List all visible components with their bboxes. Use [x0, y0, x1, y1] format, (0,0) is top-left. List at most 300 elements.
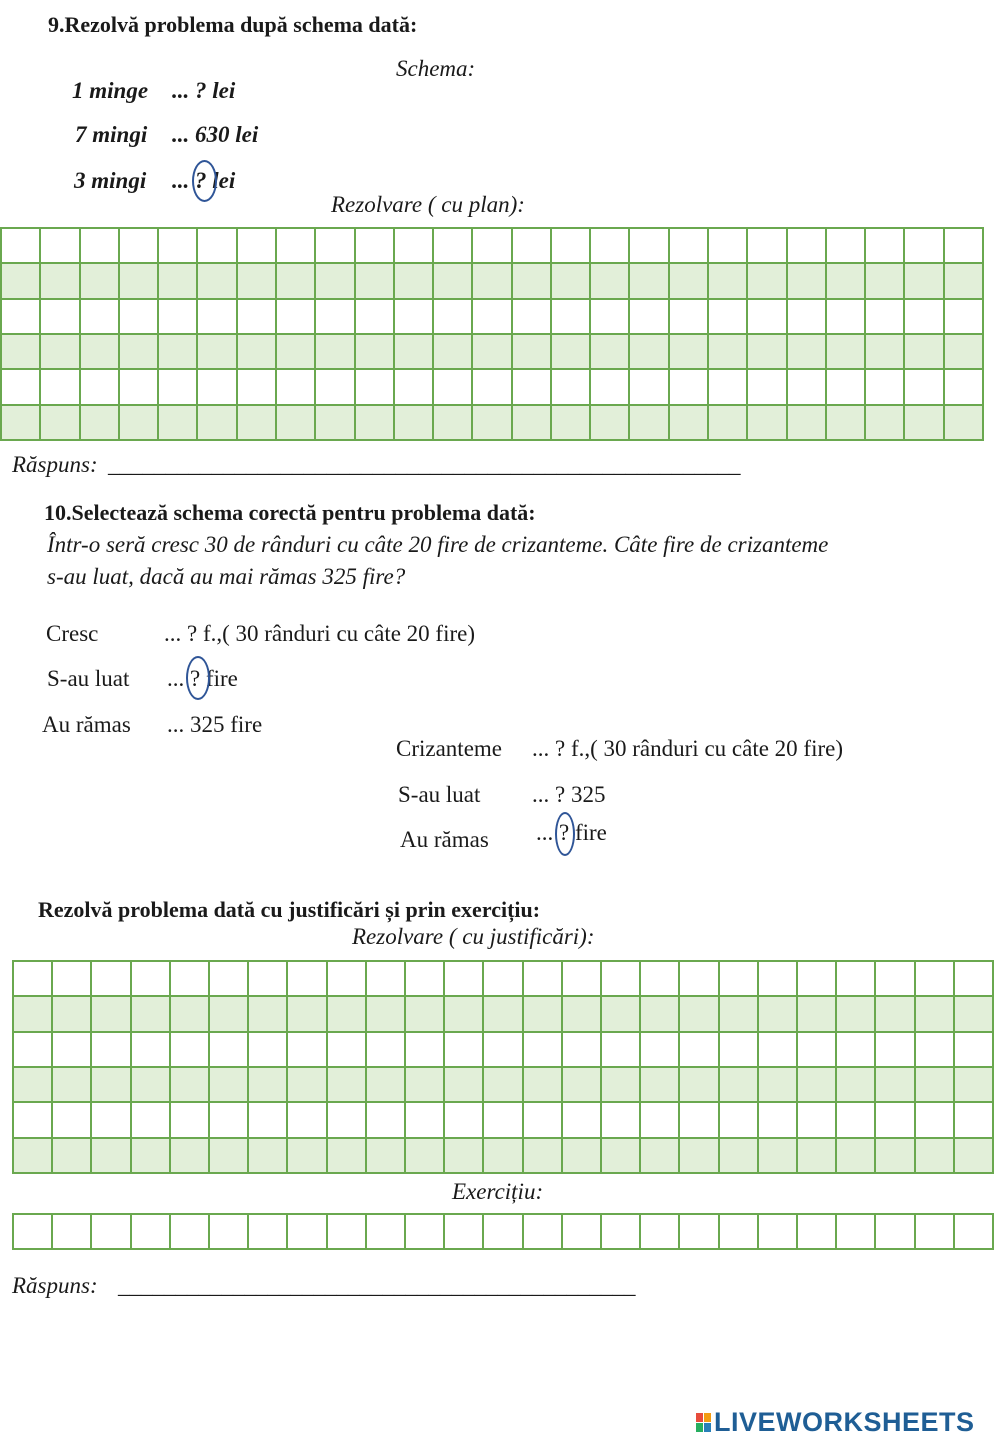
grid-cell[interactable]: [159, 370, 198, 405]
grid-cell[interactable]: [552, 300, 591, 335]
grid-cell[interactable]: [406, 1215, 445, 1250]
grid-cell[interactable]: [92, 997, 131, 1032]
grid-cell[interactable]: [238, 300, 277, 335]
grid-cell[interactable]: [328, 1068, 367, 1103]
grid-cell[interactable]: [159, 335, 198, 370]
grid-cell[interactable]: [92, 1215, 131, 1250]
grid-cell[interactable]: [591, 335, 630, 370]
grid-cell[interactable]: [473, 300, 512, 335]
grid-cell[interactable]: [670, 406, 709, 441]
grid-cell[interactable]: [788, 406, 827, 441]
grid-cell[interactable]: [41, 406, 80, 441]
grid-cell[interactable]: [81, 406, 120, 441]
grid-cell[interactable]: [552, 370, 591, 405]
grid-cell[interactable]: [552, 264, 591, 299]
grid-cell[interactable]: [916, 1033, 955, 1068]
grid-cell[interactable]: [680, 1139, 719, 1174]
grid-cell[interactable]: [955, 1139, 994, 1174]
grid-cell[interactable]: [238, 229, 277, 264]
grid-cell[interactable]: [316, 406, 355, 441]
grid-cell[interactable]: [591, 370, 630, 405]
grid-cell[interactable]: [798, 1215, 837, 1250]
grid-cell[interactable]: [837, 962, 876, 997]
grid-cell[interactable]: [81, 229, 120, 264]
grid-cell[interactable]: [238, 406, 277, 441]
grid-cell[interactable]: [328, 997, 367, 1032]
grid-cell[interactable]: [905, 335, 944, 370]
grid-cell[interactable]: [591, 406, 630, 441]
grid-cell[interactable]: [748, 406, 787, 441]
grid-cell[interactable]: [641, 1139, 680, 1174]
grid-cell[interactable]: [445, 1215, 484, 1250]
grid-cell[interactable]: [916, 1139, 955, 1174]
grid-cell[interactable]: [563, 1139, 602, 1174]
grid-cell[interactable]: [513, 229, 552, 264]
grid-cell[interactable]: [641, 1068, 680, 1103]
grid-cell[interactable]: [827, 264, 866, 299]
grid-cell[interactable]: [53, 1103, 92, 1138]
grid-cell[interactable]: [328, 1215, 367, 1250]
grid-cell[interactable]: [53, 1215, 92, 1250]
grid-cell[interactable]: [159, 229, 198, 264]
grid-cell[interactable]: [591, 264, 630, 299]
grid-cell[interactable]: [406, 1033, 445, 1068]
grid-cell[interactable]: [563, 997, 602, 1032]
grid-cell[interactable]: [120, 300, 159, 335]
grid-cell[interactable]: [395, 335, 434, 370]
grid-cell[interactable]: [367, 1103, 406, 1138]
grid-cell[interactable]: [945, 370, 984, 405]
grid-cell[interactable]: [356, 335, 395, 370]
grid-cell[interactable]: [171, 997, 210, 1032]
grid-cell[interactable]: [171, 1139, 210, 1174]
grid-cell[interactable]: [602, 1139, 641, 1174]
grid-cell[interactable]: [210, 1068, 249, 1103]
grid-cell[interactable]: [630, 370, 669, 405]
grid-cell[interactable]: [602, 1215, 641, 1250]
grid-cell[interactable]: [406, 1103, 445, 1138]
grid-cell[interactable]: [41, 370, 80, 405]
grid-cell[interactable]: [720, 1103, 759, 1138]
grid-cell[interactable]: [14, 962, 53, 997]
grid-cell[interactable]: [159, 406, 198, 441]
grid-cell[interactable]: [132, 1103, 171, 1138]
grid-cell[interactable]: [484, 1139, 523, 1174]
grid-cell[interactable]: [524, 1033, 563, 1068]
grid-cell[interactable]: [955, 962, 994, 997]
grid-cell[interactable]: [630, 406, 669, 441]
grid-cell[interactable]: [14, 1033, 53, 1068]
grid-cell[interactable]: [484, 1033, 523, 1068]
grid-cell[interactable]: [120, 406, 159, 441]
grid-cell[interactable]: [395, 264, 434, 299]
grid-cell[interactable]: [53, 997, 92, 1032]
grid-cell[interactable]: [210, 997, 249, 1032]
grid-cell[interactable]: [277, 335, 316, 370]
grid-cell[interactable]: [720, 1139, 759, 1174]
grid-cell[interactable]: [2, 370, 41, 405]
grid-cell[interactable]: [552, 229, 591, 264]
grid-cell[interactable]: [680, 997, 719, 1032]
grid-cell[interactable]: [837, 1033, 876, 1068]
grid-cell[interactable]: [395, 300, 434, 335]
grid-cell[interactable]: [876, 962, 915, 997]
grid-cell[interactable]: [827, 300, 866, 335]
grid-cell[interactable]: [641, 1215, 680, 1250]
grid-cell[interactable]: [748, 229, 787, 264]
grid-cell[interactable]: [328, 1103, 367, 1138]
grid-cell[interactable]: [132, 1215, 171, 1250]
grid-cell[interactable]: [249, 1215, 288, 1250]
grid-cell[interactable]: [2, 264, 41, 299]
grid-cell[interactable]: [473, 406, 512, 441]
grid-cell[interactable]: [132, 962, 171, 997]
grid-cell[interactable]: [120, 264, 159, 299]
ex9-answer-circle[interactable]: [192, 160, 217, 202]
grid-cell[interactable]: [563, 1033, 602, 1068]
grid-cell[interactable]: [866, 264, 905, 299]
grid-cell[interactable]: [356, 370, 395, 405]
grid-cell[interactable]: [720, 1068, 759, 1103]
grid-cell[interactable]: [434, 229, 473, 264]
grid-cell[interactable]: [591, 229, 630, 264]
grid-cell[interactable]: [876, 1215, 915, 1250]
grid-cell[interactable]: [367, 1139, 406, 1174]
grid-cell[interactable]: [395, 370, 434, 405]
grid-cell[interactable]: [916, 1103, 955, 1138]
schema2-answer-circle[interactable]: [555, 812, 575, 856]
grid-cell[interactable]: [92, 1103, 131, 1138]
grid-cell[interactable]: [513, 406, 552, 441]
grid-cell[interactable]: [827, 229, 866, 264]
grid-cell[interactable]: [171, 1033, 210, 1068]
grid-cell[interactable]: [876, 1033, 915, 1068]
grid-cell[interactable]: [788, 335, 827, 370]
grid-cell[interactable]: [434, 300, 473, 335]
grid-cell[interactable]: [120, 370, 159, 405]
grid-cell[interactable]: [748, 370, 787, 405]
grid-cell[interactable]: [484, 1068, 523, 1103]
grid-cell[interactable]: [670, 264, 709, 299]
grid-cell[interactable]: [720, 1215, 759, 1250]
grid-cell[interactable]: [630, 264, 669, 299]
grid-cell[interactable]: [120, 335, 159, 370]
grid-cell[interactable]: [2, 335, 41, 370]
grid-cell[interactable]: [249, 1068, 288, 1103]
grid-cell[interactable]: [837, 1215, 876, 1250]
ex11-answer-grid[interactable]: [12, 960, 994, 1174]
grid-cell[interactable]: [827, 335, 866, 370]
grid-cell[interactable]: [905, 406, 944, 441]
grid-cell[interactable]: [630, 335, 669, 370]
grid-cell[interactable]: [132, 1033, 171, 1068]
grid-cell[interactable]: [288, 962, 327, 997]
grid-cell[interactable]: [876, 997, 915, 1032]
grid-cell[interactable]: [277, 406, 316, 441]
grid-cell[interactable]: [759, 1215, 798, 1250]
grid-cell[interactable]: [171, 1103, 210, 1138]
grid-cell[interactable]: [641, 1103, 680, 1138]
grid-cell[interactable]: [92, 962, 131, 997]
grid-cell[interactable]: [798, 1033, 837, 1068]
grid-cell[interactable]: [81, 335, 120, 370]
grid-cell[interactable]: [288, 1033, 327, 1068]
grid-cell[interactable]: [2, 229, 41, 264]
grid-cell[interactable]: [720, 997, 759, 1032]
grid-cell[interactable]: [759, 962, 798, 997]
grid-cell[interactable]: [798, 997, 837, 1032]
grid-cell[interactable]: [866, 370, 905, 405]
grid-cell[interactable]: [406, 1068, 445, 1103]
grid-cell[interactable]: [445, 1033, 484, 1068]
grid-cell[interactable]: [210, 1215, 249, 1250]
grid-cell[interactable]: [837, 1068, 876, 1103]
grid-cell[interactable]: [132, 1068, 171, 1103]
grid-cell[interactable]: [210, 1139, 249, 1174]
grid-cell[interactable]: [356, 264, 395, 299]
grid-cell[interactable]: [277, 370, 316, 405]
grid-cell[interactable]: [277, 264, 316, 299]
grid-cell[interactable]: [945, 406, 984, 441]
ex9-raspuns-line[interactable]: _______________________________________________________: [108, 452, 741, 477]
grid-cell[interactable]: [591, 300, 630, 335]
grid-cell[interactable]: [395, 406, 434, 441]
grid-cell[interactable]: [748, 300, 787, 335]
grid-cell[interactable]: [641, 962, 680, 997]
grid-cell[interactable]: [249, 997, 288, 1032]
ex11-raspuns-line[interactable]: _____________________________________________: [118, 1273, 636, 1298]
grid-cell[interactable]: [680, 1103, 719, 1138]
grid-cell[interactable]: [367, 1068, 406, 1103]
grid-cell[interactable]: [513, 335, 552, 370]
grid-cell[interactable]: [210, 962, 249, 997]
grid-cell[interactable]: [709, 370, 748, 405]
grid-cell[interactable]: [630, 300, 669, 335]
grid-cell[interactable]: [81, 370, 120, 405]
grid-cell[interactable]: [552, 335, 591, 370]
grid-cell[interactable]: [2, 300, 41, 335]
grid-cell[interactable]: [955, 1033, 994, 1068]
grid-cell[interactable]: [916, 1068, 955, 1103]
grid-cell[interactable]: [238, 264, 277, 299]
grid-cell[interactable]: [563, 1068, 602, 1103]
grid-cell[interactable]: [316, 370, 355, 405]
grid-cell[interactable]: [445, 997, 484, 1032]
grid-cell[interactable]: [328, 1033, 367, 1068]
grid-cell[interactable]: [680, 1068, 719, 1103]
grid-cell[interactable]: [434, 406, 473, 441]
grid-cell[interactable]: [798, 1068, 837, 1103]
grid-cell[interactable]: [288, 1103, 327, 1138]
grid-cell[interactable]: [210, 1033, 249, 1068]
grid-cell[interactable]: [602, 1068, 641, 1103]
grid-cell[interactable]: [356, 300, 395, 335]
grid-cell[interactable]: [602, 962, 641, 997]
grid-cell[interactable]: [288, 1215, 327, 1250]
grid-cell[interactable]: [367, 1033, 406, 1068]
grid-cell[interactable]: [367, 997, 406, 1032]
grid-cell[interactable]: [484, 962, 523, 997]
grid-cell[interactable]: [2, 406, 41, 441]
grid-cell[interactable]: [524, 1103, 563, 1138]
grid-cell[interactable]: [916, 962, 955, 997]
grid-cell[interactable]: [81, 300, 120, 335]
grid-cell[interactable]: [14, 1068, 53, 1103]
grid-cell[interactable]: [484, 1103, 523, 1138]
grid-cell[interactable]: [434, 264, 473, 299]
grid-cell[interactable]: [53, 1139, 92, 1174]
grid-cell[interactable]: [670, 229, 709, 264]
grid-cell[interactable]: [277, 300, 316, 335]
grid-cell[interactable]: [367, 962, 406, 997]
grid-cell[interactable]: [41, 300, 80, 335]
grid-cell[interactable]: [41, 335, 80, 370]
grid-cell[interactable]: [445, 1103, 484, 1138]
grid-cell[interactable]: [602, 1103, 641, 1138]
grid-cell[interactable]: [563, 1215, 602, 1250]
grid-cell[interactable]: [524, 997, 563, 1032]
grid-cell[interactable]: [53, 1033, 92, 1068]
grid-cell[interactable]: [788, 300, 827, 335]
grid-cell[interactable]: [288, 997, 327, 1032]
grid-cell[interactable]: [670, 300, 709, 335]
grid-cell[interactable]: [198, 370, 237, 405]
grid-cell[interactable]: [788, 229, 827, 264]
grid-cell[interactable]: [132, 1139, 171, 1174]
grid-cell[interactable]: [513, 264, 552, 299]
grid-cell[interactable]: [720, 1033, 759, 1068]
grid-cell[interactable]: [198, 229, 237, 264]
grid-cell[interactable]: [670, 335, 709, 370]
grid-cell[interactable]: [916, 1215, 955, 1250]
grid-cell[interactable]: [316, 300, 355, 335]
grid-cell[interactable]: [14, 1139, 53, 1174]
grid-cell[interactable]: [159, 300, 198, 335]
grid-cell[interactable]: [945, 264, 984, 299]
grid-cell[interactable]: [680, 1033, 719, 1068]
grid-cell[interactable]: [484, 1215, 523, 1250]
grid-cell[interactable]: [41, 229, 80, 264]
grid-cell[interactable]: [837, 997, 876, 1032]
grid-cell[interactable]: [171, 1068, 210, 1103]
grid-cell[interactable]: [630, 229, 669, 264]
grid-cell[interactable]: [473, 370, 512, 405]
grid-cell[interactable]: [132, 997, 171, 1032]
grid-cell[interactable]: [955, 997, 994, 1032]
grid-cell[interactable]: [367, 1215, 406, 1250]
schema1-answer-circle[interactable]: [186, 656, 210, 700]
grid-cell[interactable]: [92, 1139, 131, 1174]
grid-cell[interactable]: [641, 1033, 680, 1068]
grid-cell[interactable]: [356, 229, 395, 264]
grid-cell[interactable]: [328, 962, 367, 997]
grid-cell[interactable]: [955, 1103, 994, 1138]
grid-cell[interactable]: [602, 1033, 641, 1068]
grid-cell[interactable]: [866, 300, 905, 335]
grid-cell[interactable]: [14, 1215, 53, 1250]
grid-cell[interactable]: [316, 264, 355, 299]
grid-cell[interactable]: [945, 300, 984, 335]
grid-cell[interactable]: [788, 264, 827, 299]
grid-cell[interactable]: [53, 962, 92, 997]
grid-cell[interactable]: [41, 264, 80, 299]
grid-cell[interactable]: [14, 997, 53, 1032]
grid-cell[interactable]: [92, 1033, 131, 1068]
grid-cell[interactable]: [171, 1215, 210, 1250]
grid-cell[interactable]: [120, 229, 159, 264]
grid-cell[interactable]: [680, 962, 719, 997]
grid-cell[interactable]: [171, 962, 210, 997]
grid-cell[interactable]: [198, 406, 237, 441]
grid-cell[interactable]: [238, 370, 277, 405]
grid-cell[interactable]: [602, 997, 641, 1032]
grid-cell[interactable]: [748, 335, 787, 370]
grid-cell[interactable]: [92, 1068, 131, 1103]
grid-cell[interactable]: [876, 1139, 915, 1174]
grid-cell[interactable]: [709, 300, 748, 335]
grid-cell[interactable]: [249, 1103, 288, 1138]
grid-cell[interactable]: [798, 1103, 837, 1138]
grid-cell[interactable]: [837, 1139, 876, 1174]
grid-cell[interactable]: [563, 962, 602, 997]
grid-cell[interactable]: [798, 962, 837, 997]
grid-cell[interactable]: [876, 1068, 915, 1103]
grid-cell[interactable]: [53, 1068, 92, 1103]
grid-cell[interactable]: [524, 1215, 563, 1250]
grid-cell[interactable]: [159, 264, 198, 299]
grid-cell[interactable]: [955, 1068, 994, 1103]
grid-cell[interactable]: [759, 1033, 798, 1068]
grid-cell[interactable]: [238, 335, 277, 370]
grid-cell[interactable]: [198, 300, 237, 335]
grid-cell[interactable]: [288, 1139, 327, 1174]
grid-cell[interactable]: [395, 229, 434, 264]
grid-cell[interactable]: [316, 335, 355, 370]
grid-cell[interactable]: [473, 335, 512, 370]
grid-cell[interactable]: [249, 1139, 288, 1174]
grid-cell[interactable]: [759, 1103, 798, 1138]
grid-cell[interactable]: [670, 370, 709, 405]
grid-cell[interactable]: [524, 1068, 563, 1103]
grid-cell[interactable]: [484, 997, 523, 1032]
grid-cell[interactable]: [406, 997, 445, 1032]
grid-cell[interactable]: [434, 370, 473, 405]
grid-cell[interactable]: [905, 370, 944, 405]
grid-cell[interactable]: [905, 300, 944, 335]
grid-cell[interactable]: [198, 264, 237, 299]
grid-cell[interactable]: [445, 1139, 484, 1174]
grid-cell[interactable]: [641, 997, 680, 1032]
grid-cell[interactable]: [513, 370, 552, 405]
grid-cell[interactable]: [759, 997, 798, 1032]
grid-cell[interactable]: [563, 1103, 602, 1138]
grid-cell[interactable]: [866, 229, 905, 264]
grid-cell[interactable]: [866, 335, 905, 370]
grid-cell[interactable]: [81, 264, 120, 299]
grid-cell[interactable]: [827, 370, 866, 405]
grid-cell[interactable]: [905, 264, 944, 299]
grid-cell[interactable]: [210, 1103, 249, 1138]
grid-cell[interactable]: [748, 264, 787, 299]
grid-cell[interactable]: [406, 1139, 445, 1174]
ex11-exercise-grid[interactable]: [12, 1213, 994, 1250]
grid-cell[interactable]: [945, 335, 984, 370]
grid-cell[interactable]: [356, 406, 395, 441]
grid-cell[interactable]: [837, 1103, 876, 1138]
grid-cell[interactable]: [827, 406, 866, 441]
grid-cell[interactable]: [788, 370, 827, 405]
grid-cell[interactable]: [249, 1033, 288, 1068]
